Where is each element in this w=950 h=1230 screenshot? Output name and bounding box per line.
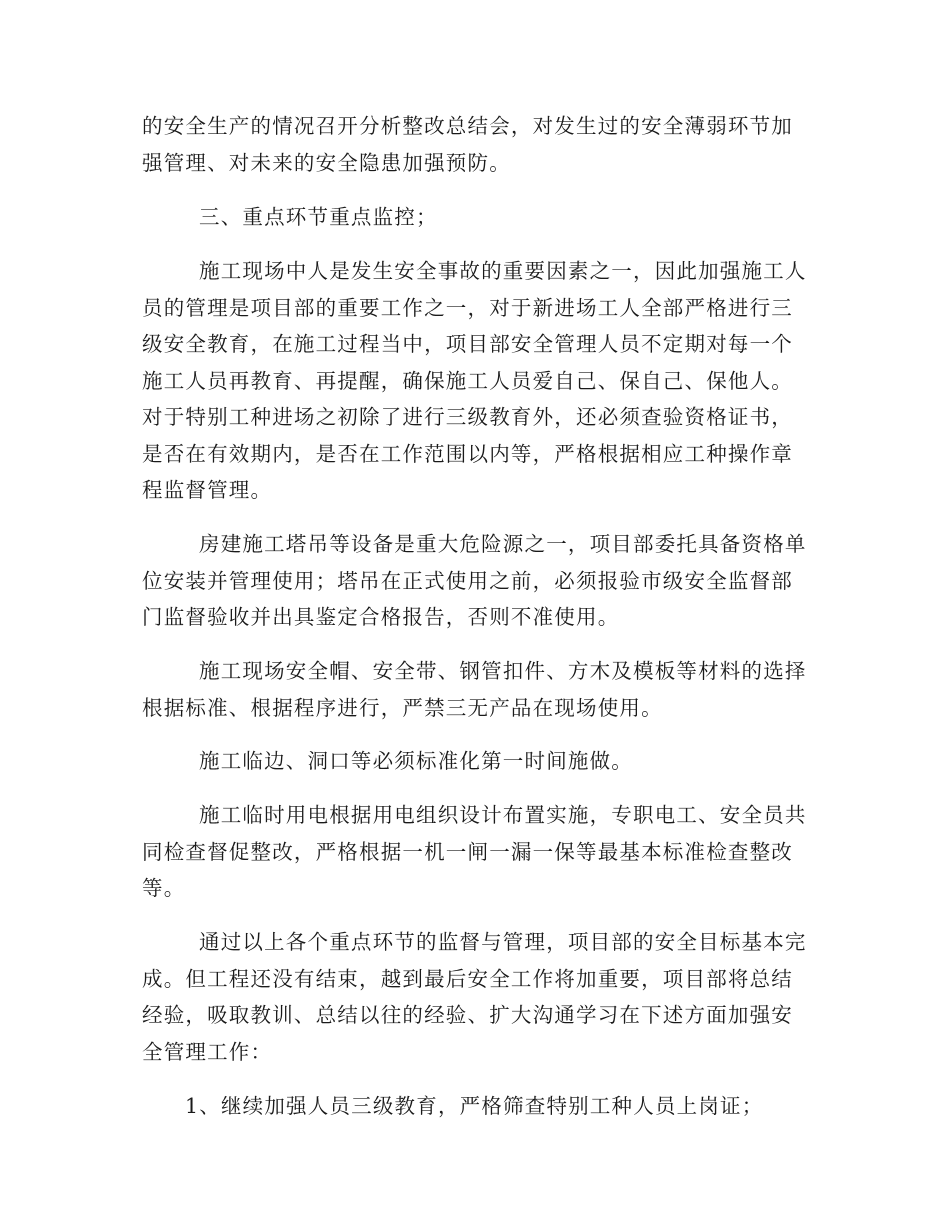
paragraph-summary: 通过以上各个重点环节的监督与管理，项目部的安全目标基本完成。但工程还没有结束，越到最后安全工作将加重要，项目部将总结经验，吸取教训、总结以往的经验、扩大沟通学习在下述方面加强安全管理工作： — [142, 930, 807, 1064]
paragraph-tower-crane: 房建施工塔吊等设备是重大危险源之一，项目部委托具备资格单位安装并管理使用；塔吊在正式使用之前，必须报验市级安全监督部门监督验收并出具鉴定合格报告，否则不准使用。 — [142, 532, 807, 629]
paragraph-edge-protection: 施工临边、洞口等必须标准化第一时间施做。 — [199, 749, 633, 773]
section-heading: 三、重点环节重点监控； — [199, 205, 438, 229]
paragraph-continuation: 的安全生产的情况召开分析整改总结会，对发生过的安全薄弱环节加强管理、对未来的安全隐患加强预防。 — [142, 114, 793, 175]
paragraph-materials: 施工现场安全帽、安全带、钢管扣件、方木及模板等材料的选择根据标准、根据程序进行，严禁三无产品在现场使用。 — [142, 659, 807, 720]
paragraph-personnel-management: 施工现场中人是发生安全事故的重要因素之一，因此加强施工人员的管理是项目部的重要工作之一，对于新进场工人全部严格进行三级安全教育，在施工过程当中，项目部安全管理人员不定期对每一个施工人员再教育、再提醒，确保施工人员爱自己、保自己、保他人。对于特别工种进场之初除了进行三级教育外，还必须查验资格证书，是否在有效期内，是否在工作范围以内等，严格根据相应工种操作章程监督管理。 — [142, 259, 807, 502]
list-item: 1、继续加强人员三级教育，严格筛查特别工种人员上岗证； — [185, 1094, 764, 1118]
paragraph-temporary-power: 施工临时用电根据用电组织设计布置实施，专职电工、安全员共同检查督促整改，严格根据一机一闸一漏一保等最基本标准检查整改等。 — [142, 803, 807, 900]
